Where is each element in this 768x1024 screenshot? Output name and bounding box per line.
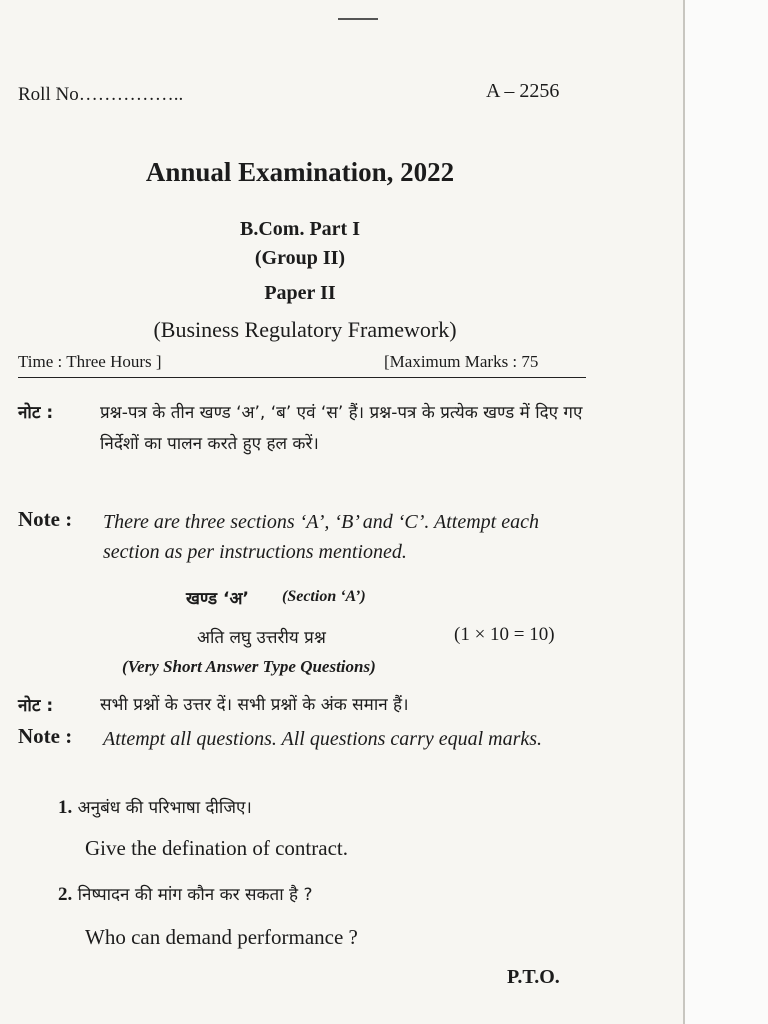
note-label-english: Note : xyxy=(18,507,73,531)
divider xyxy=(18,377,586,378)
pto-label: P.T.O. xyxy=(507,966,560,988)
course-name: B.Com. Part I xyxy=(240,218,360,240)
note2-text-english: Attempt all questions. All questions carry equal marks. xyxy=(103,728,543,750)
question-type-hindi: अति लघु उत्तरीय प्रश्न xyxy=(197,628,326,648)
group-name: (Group II) xyxy=(254,247,346,269)
question-1-number: 1. xyxy=(58,797,73,818)
question-2-number: 2. xyxy=(58,884,73,905)
top-mark xyxy=(338,18,378,20)
exam-title: Annual Examination, 2022 xyxy=(145,157,455,187)
note2-label-hindi: नोट : xyxy=(18,696,54,716)
paper-code: A – 2256 xyxy=(486,80,560,102)
question-1-hindi xyxy=(58,795,252,819)
note-label-hindi: नोट : xyxy=(18,403,54,423)
section-marks: (1 × 10 = 10) xyxy=(454,624,555,645)
page-edge xyxy=(683,0,685,1024)
section-title-english: (Section ‘A’) xyxy=(282,588,366,605)
question-1-english: Give the defination of contract. xyxy=(85,836,348,860)
question-type-english: (Very Short Answer Type Questions) xyxy=(122,657,376,676)
note2-label-english: Note : xyxy=(18,724,73,748)
section-title-hindi: खण्ड ‘अ’ xyxy=(186,589,249,609)
question-2-english: Who can demand performance ? xyxy=(85,925,358,949)
question-2-text-hindi: निष्पादन की मांग कौन कर सकता है ? xyxy=(77,885,313,905)
question-1-text-hindi: अनुबंध की परिभाषा दीजिए। xyxy=(77,798,252,818)
note2-text-hindi: सभी प्रश्नों के उत्तर दें। सभी प्रश्नों के अंक समान हैं। xyxy=(100,695,409,715)
roll-number: Roll No…………….. xyxy=(18,84,184,105)
note-text-hindi: प्रश्न-पत्र के तीन खण्ड ‘अ’, ‘ब’ एवं ‘स’ हैं। प्रश्न-पत्र के प्रत्येक खण्ड में दिए गए निर्देशों का पालन करते हुए हल करें। xyxy=(100,403,583,454)
note-text-english: There are three sections ‘A’, ‘B’ and ‘C’. Attempt each section as per instructions mentioned. xyxy=(103,511,539,563)
question-2-hindi xyxy=(58,882,313,906)
page-right-margin xyxy=(685,0,768,1024)
max-marks: [Maximum Marks : 75 xyxy=(384,352,539,371)
paper-number: Paper II xyxy=(264,282,336,304)
subject-name: (Business Regulatory Framework) xyxy=(153,317,457,342)
exam-time: Time : Three Hours ] xyxy=(18,352,162,371)
